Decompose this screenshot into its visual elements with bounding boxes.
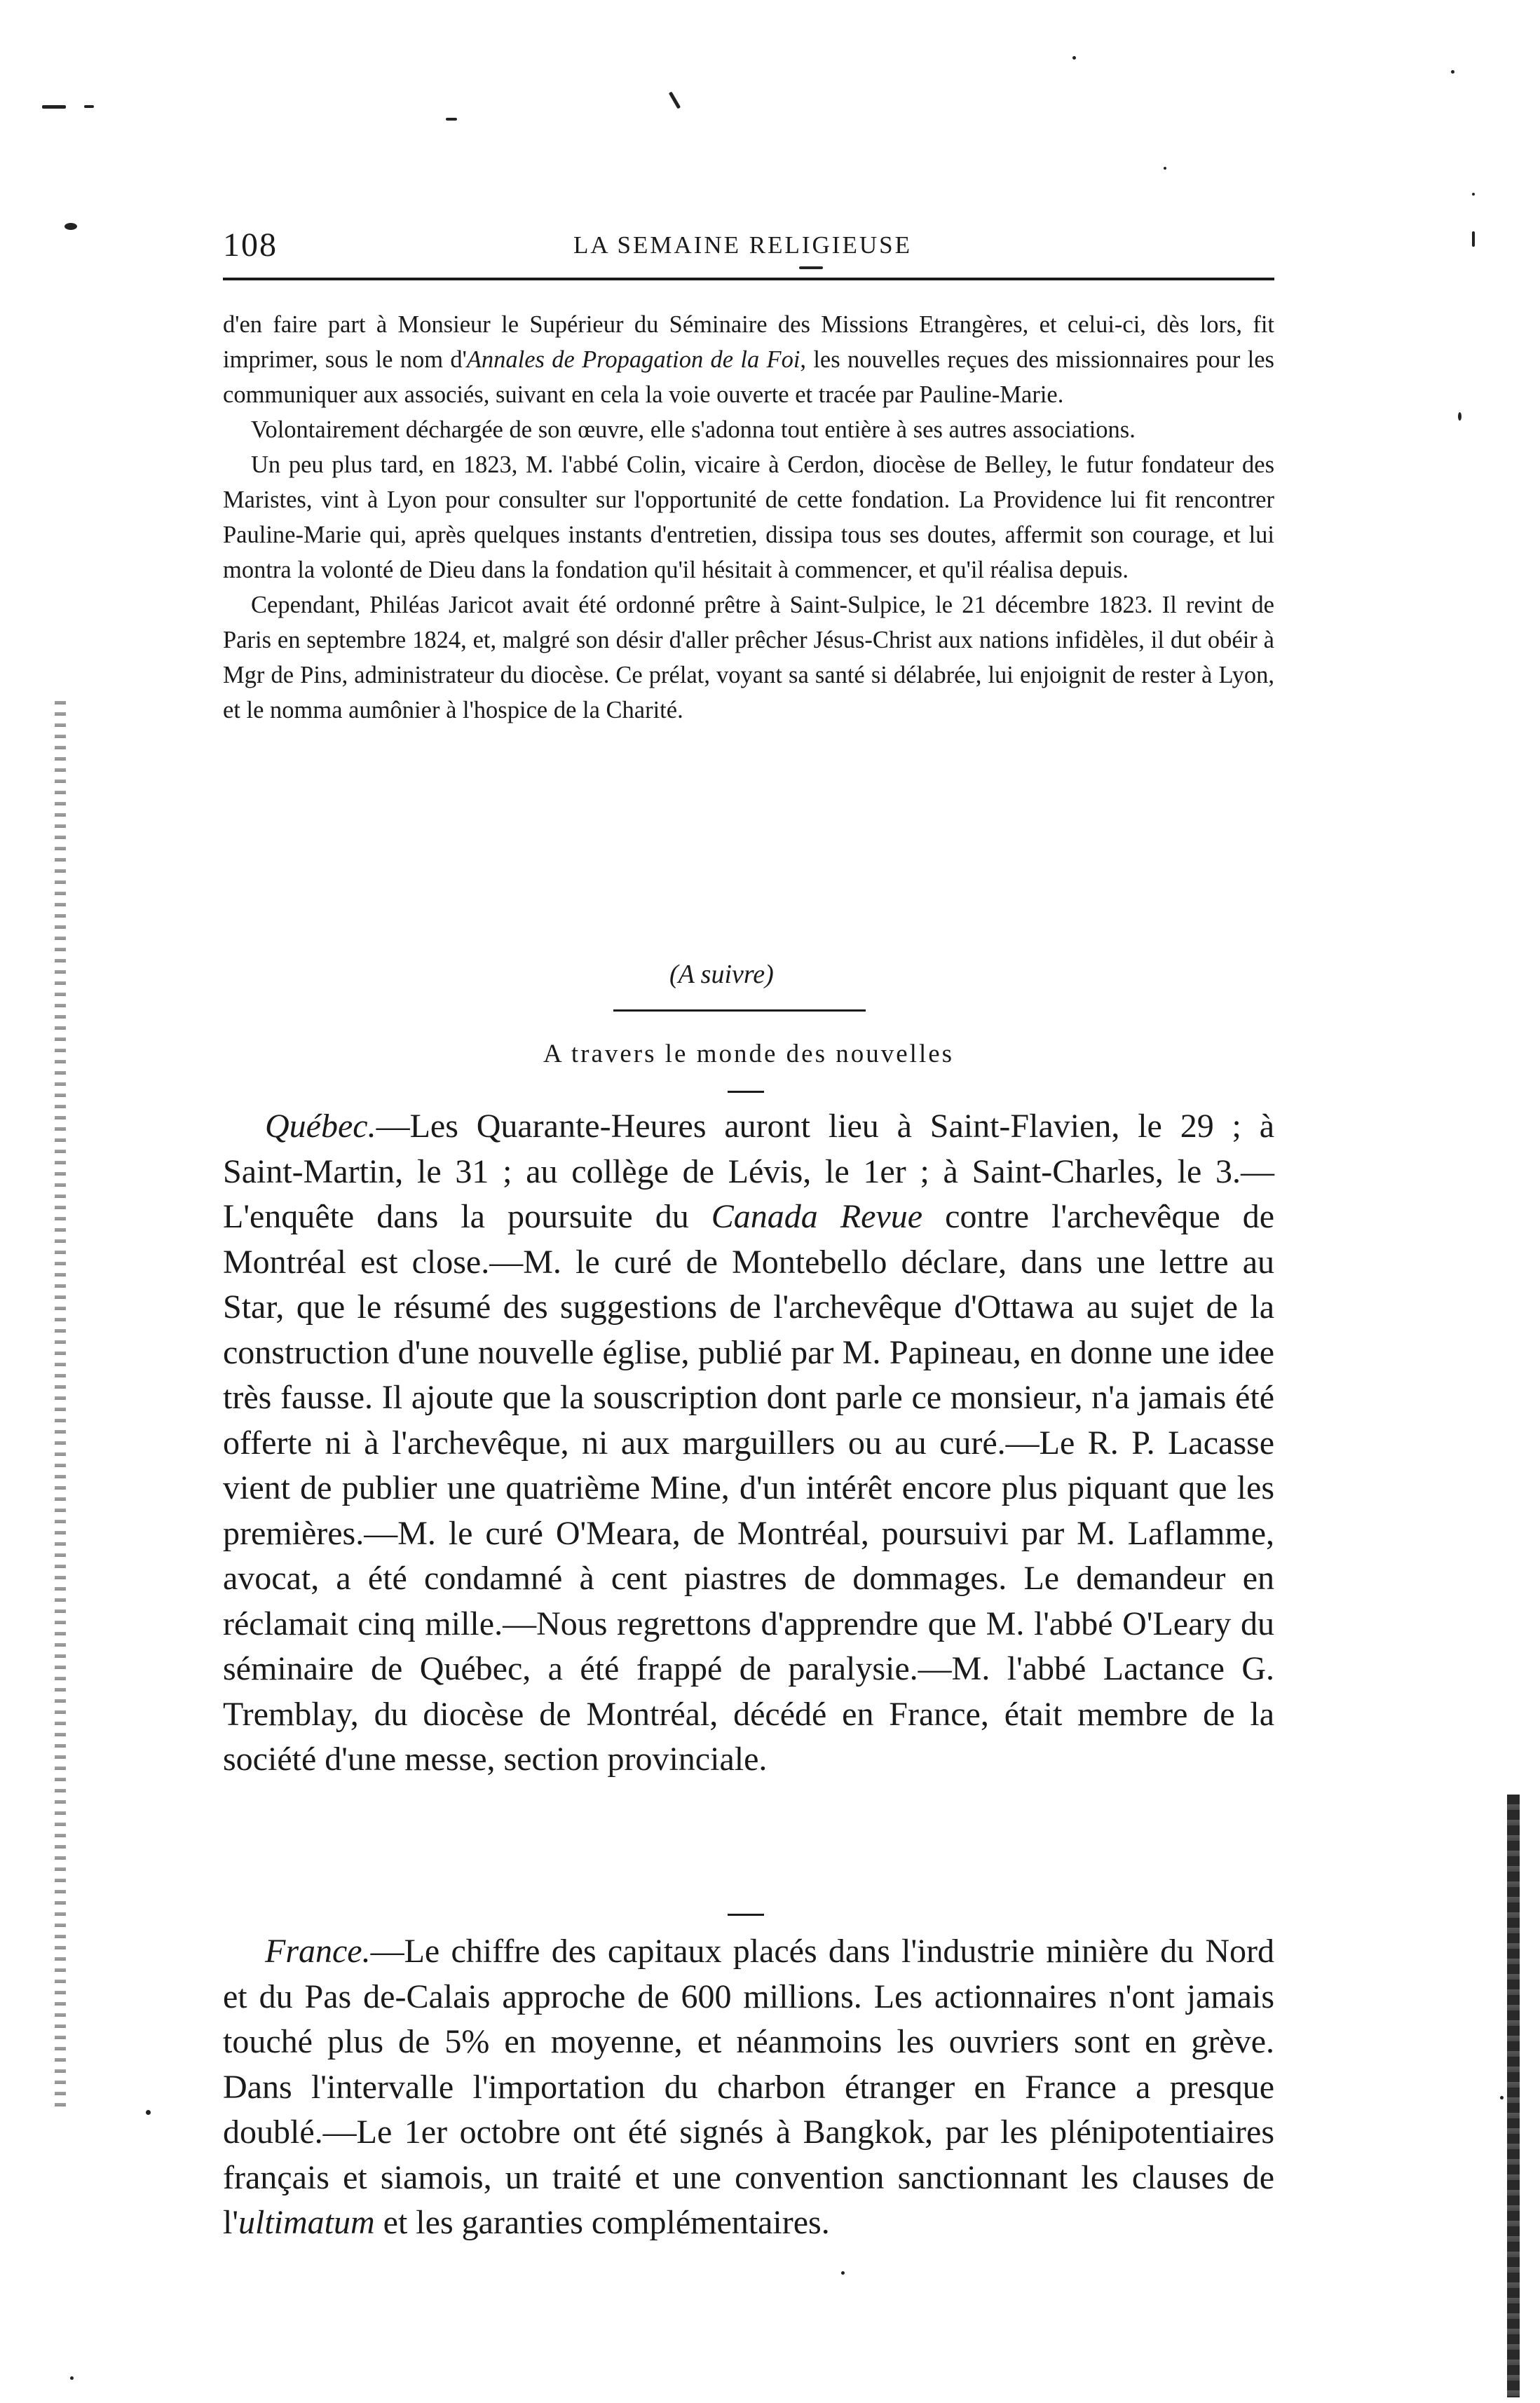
paragraph bbox=[223, 1929, 1274, 2246]
section-title: A travers le monde des nouvelles bbox=[543, 1040, 955, 1068]
news-quebec bbox=[223, 1104, 1274, 1783]
scan-speck bbox=[42, 105, 66, 109]
scan-speck bbox=[446, 118, 457, 121]
running-head: LA SEMAINE RELIGIEUSE bbox=[573, 231, 912, 259]
paragraph bbox=[223, 307, 1274, 412]
scan-speck bbox=[70, 2376, 74, 2380]
scan-edge-right bbox=[1507, 1795, 1520, 2397]
scan-speck bbox=[1072, 56, 1076, 60]
short-rule bbox=[728, 1914, 764, 1916]
scan-speck bbox=[1472, 231, 1475, 247]
scan-speck bbox=[669, 91, 681, 109]
place-lead: France. bbox=[265, 1933, 371, 1970]
text-run: contre l'archevêque de Montréal est close.—M. le curé de Montebello déclare, dans une lettre au Star, que le résumé des suggestions de l'archevêque d'Ottawa au sujet de la construction d'une nouvelle église, publié par M. Papineau, en donne une idee très fausse. Il ajoute que la souscription dont parle ce monsieur, n'a jamais été offerte ni à l'archevêque, ni aux marguillers ou au curé.—Le R. P. Lacasse vient de publier une quatrième Mine, d'un intérêt encore plus piquant que les premières.—M. le curé O'Meara, de Montréal, poursuivi par M. Laflamme, avocat, a été condamné à cent piastres de dommages. Le demandeur en réclamait cinq mille.—Nous regrettons d'apprendre que M. l'abbé O'Leary du séminaire de Québec, a été frappé de paralysie.—M. l'abbé Lactance G. Tremblay, du diocèse de Montréal, décédé en France, était membre de la société d'une messe, section provinciale. bbox=[223, 1198, 1274, 1778]
paragraph bbox=[223, 1104, 1274, 1783]
text-run: d'en faire part à Monsieur le Supérieur du Séminaire des Missions Etrangères, et celui-ci, dès lors, fit imprimer, sous le nom d' bbox=[223, 311, 1274, 373]
scan-speck bbox=[64, 223, 77, 230]
to-continue-note: (A suivre) bbox=[669, 960, 774, 989]
scan-speck bbox=[84, 105, 94, 108]
scan-speck bbox=[1451, 70, 1454, 74]
scan-speck bbox=[1458, 412, 1461, 421]
place-lead: Québec. bbox=[265, 1108, 376, 1145]
scan-speck bbox=[1164, 167, 1166, 170]
news-france bbox=[223, 1929, 1274, 2246]
scan-speck bbox=[1472, 193, 1475, 196]
paragraph: Cependant, Philéas Jaricot avait été ordonné prêtre à Saint-Sulpice, le 21 décembre 1823. Il revint de Paris en septembre 1824, et, malgré son désir d'aller prêcher Jésus-Christ aux nations infidèles, il dut obéir à Mgr de Pins, administrateur du diocèse. Ce prélat, voyant sa santé si délabrée, lui enjoignit de rester à Lyon, et le nomma aumônier à l'hospice de la Charité. bbox=[223, 592, 1274, 723]
scan-speck bbox=[841, 2271, 845, 2275]
text-run: , les nouvelles reçues des missionnaires pour les communiquer aux associés, suivant en cela la voie ouverte et tracée par Pauline-Marie. bbox=[223, 346, 1274, 408]
scan-speck bbox=[1500, 2096, 1504, 2099]
page-header bbox=[223, 226, 1274, 268]
text-run: et les garanties complémentaires. bbox=[374, 2204, 830, 2241]
italic-term: ultimatum bbox=[238, 2204, 375, 2241]
scan-speck bbox=[146, 2110, 151, 2115]
italic-title: Canada Revue bbox=[711, 1198, 923, 1235]
short-rule bbox=[728, 1091, 764, 1093]
text-run: —Le chiffre des capitaux placés dans l'industrie minière du Nord et du Pas de-Calais approche de 600 millions. Les actionnaires n'ont jamais touché plus de 5% en moyenne, et néanmoins les ouvriers sont en grève. Dans l'intervalle l'importation du charbon étranger en France a presque doublé.—Le 1er octobre ont été signés à Bangkok, par les plénipotentiaires français et siamois, un traité et une convention sanctionnant les clauses de l' bbox=[223, 1933, 1274, 2241]
italic-title: Annales de Propagation de la Foi bbox=[466, 346, 800, 373]
scan-edge-left bbox=[55, 701, 66, 2110]
paragraph: Un peu plus tard, en 1823, M. l'abbé Colin, vicaire à Cerdon, diocèse de Belley, le futur fondateur des Maristes, vint à Lyon pour consulter sur l'opportunité de cette fondation. La Providence lui fit rencontrer Pauline-Marie qui, après quelques instants d'entretien, dissipa tous ses doutes, affermit son courage, et lui montra la volonté de Dieu dans la fondation qu'il hésitait à commencer, et qu'il réalisa depuis. bbox=[223, 451, 1274, 583]
section-rule bbox=[613, 1009, 866, 1012]
article-continuation bbox=[223, 307, 1274, 728]
text-run: —Les Quarante-Heures auront lieu à Saint-Flavien, le 29 ; à Saint-Martin, le 31 ; au collège de Lévis, le 1er ; à Saint-Charles, le 3.—L'enquête dans la poursuite du bbox=[223, 1108, 1274, 1235]
paragraph: Volontairement déchargée de son œuvre, elle s'adonna tout entière à ses autres associations. bbox=[251, 416, 1136, 443]
page-number: 108 bbox=[223, 226, 278, 264]
header-rule bbox=[223, 278, 1274, 280]
